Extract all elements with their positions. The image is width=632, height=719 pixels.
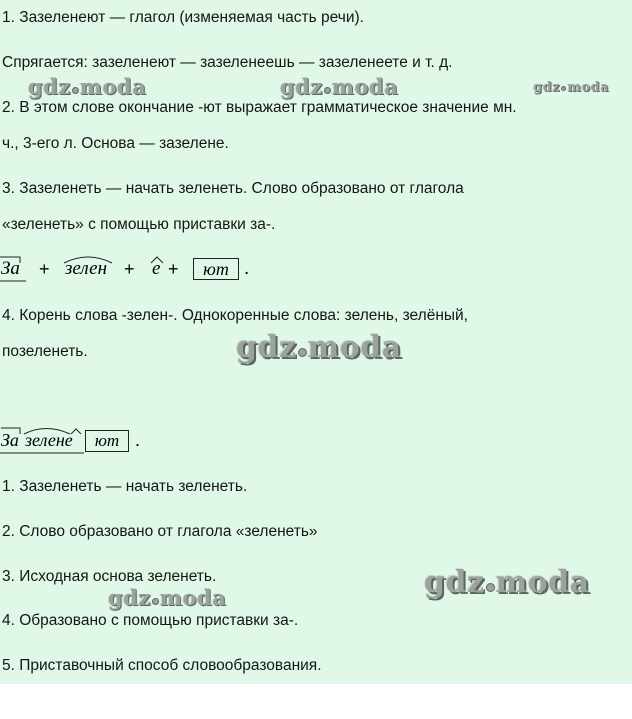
text-line-12: 4. Образовано с помощью приставки за-. xyxy=(2,612,299,629)
watermark-logo: gdz moda xyxy=(533,80,610,95)
watermark-logo: gdz moda xyxy=(424,565,590,600)
text-line-10: 2. Слово образовано от глагола «зеленеть» xyxy=(2,523,318,540)
morpheme-formula-1 xyxy=(0,252,300,286)
watermark-logo: gdz moda xyxy=(280,74,399,99)
prefix-label: За xyxy=(1,430,19,450)
watermark-logo: gdz moda xyxy=(236,330,402,365)
ending-box: ют xyxy=(85,430,129,452)
ending-box: ют xyxy=(193,258,239,280)
text-line-13: 5. Приставочный способ словообразования. xyxy=(2,657,322,674)
text-line-1: 1. Зазеленеют — глагол (изменяемая часть речи). xyxy=(2,9,364,26)
suffix-label: е xyxy=(152,258,161,279)
plus-sign: + xyxy=(168,259,179,279)
period: . xyxy=(135,430,141,450)
prefix-label: За xyxy=(1,258,20,279)
period: . xyxy=(244,258,250,279)
text-line-5: 3. Зазеленеть — начать зеленеть. Слово образовано от глагола xyxy=(2,180,464,197)
morpheme-formula-2 xyxy=(0,424,200,458)
text-line-8: позеленеть. xyxy=(2,343,88,360)
plus-sign: + xyxy=(124,259,135,279)
text-line-3: 2. В этом слове окончание -ют выражает грамматическое значение мн. xyxy=(2,99,517,116)
root-label: зелене xyxy=(25,430,73,450)
plus-sign: + xyxy=(39,259,50,279)
text-line-4: ч., 3-его л. Основа — зазелене. xyxy=(2,135,229,152)
text-line-2: Спрягается: зазеленеют — зазеленеешь — зазеленеете и т. д. xyxy=(2,54,453,71)
text-line-6: «зеленеть» с помощью приставки за-. xyxy=(2,216,276,233)
root-label: зелен xyxy=(65,258,107,279)
text-line-9: 1. Зазеленеть — начать зеленеть. xyxy=(2,478,248,495)
text-line-11: 3. Исходная основа зеленеть. xyxy=(2,568,217,585)
text-line-7: 4. Корень слова -зелен-. Однокоренные слова: зелень, зелёный, xyxy=(2,307,468,324)
watermark-logo: gdz moda xyxy=(28,74,147,99)
watermark-logo: gdz moda xyxy=(108,585,227,610)
